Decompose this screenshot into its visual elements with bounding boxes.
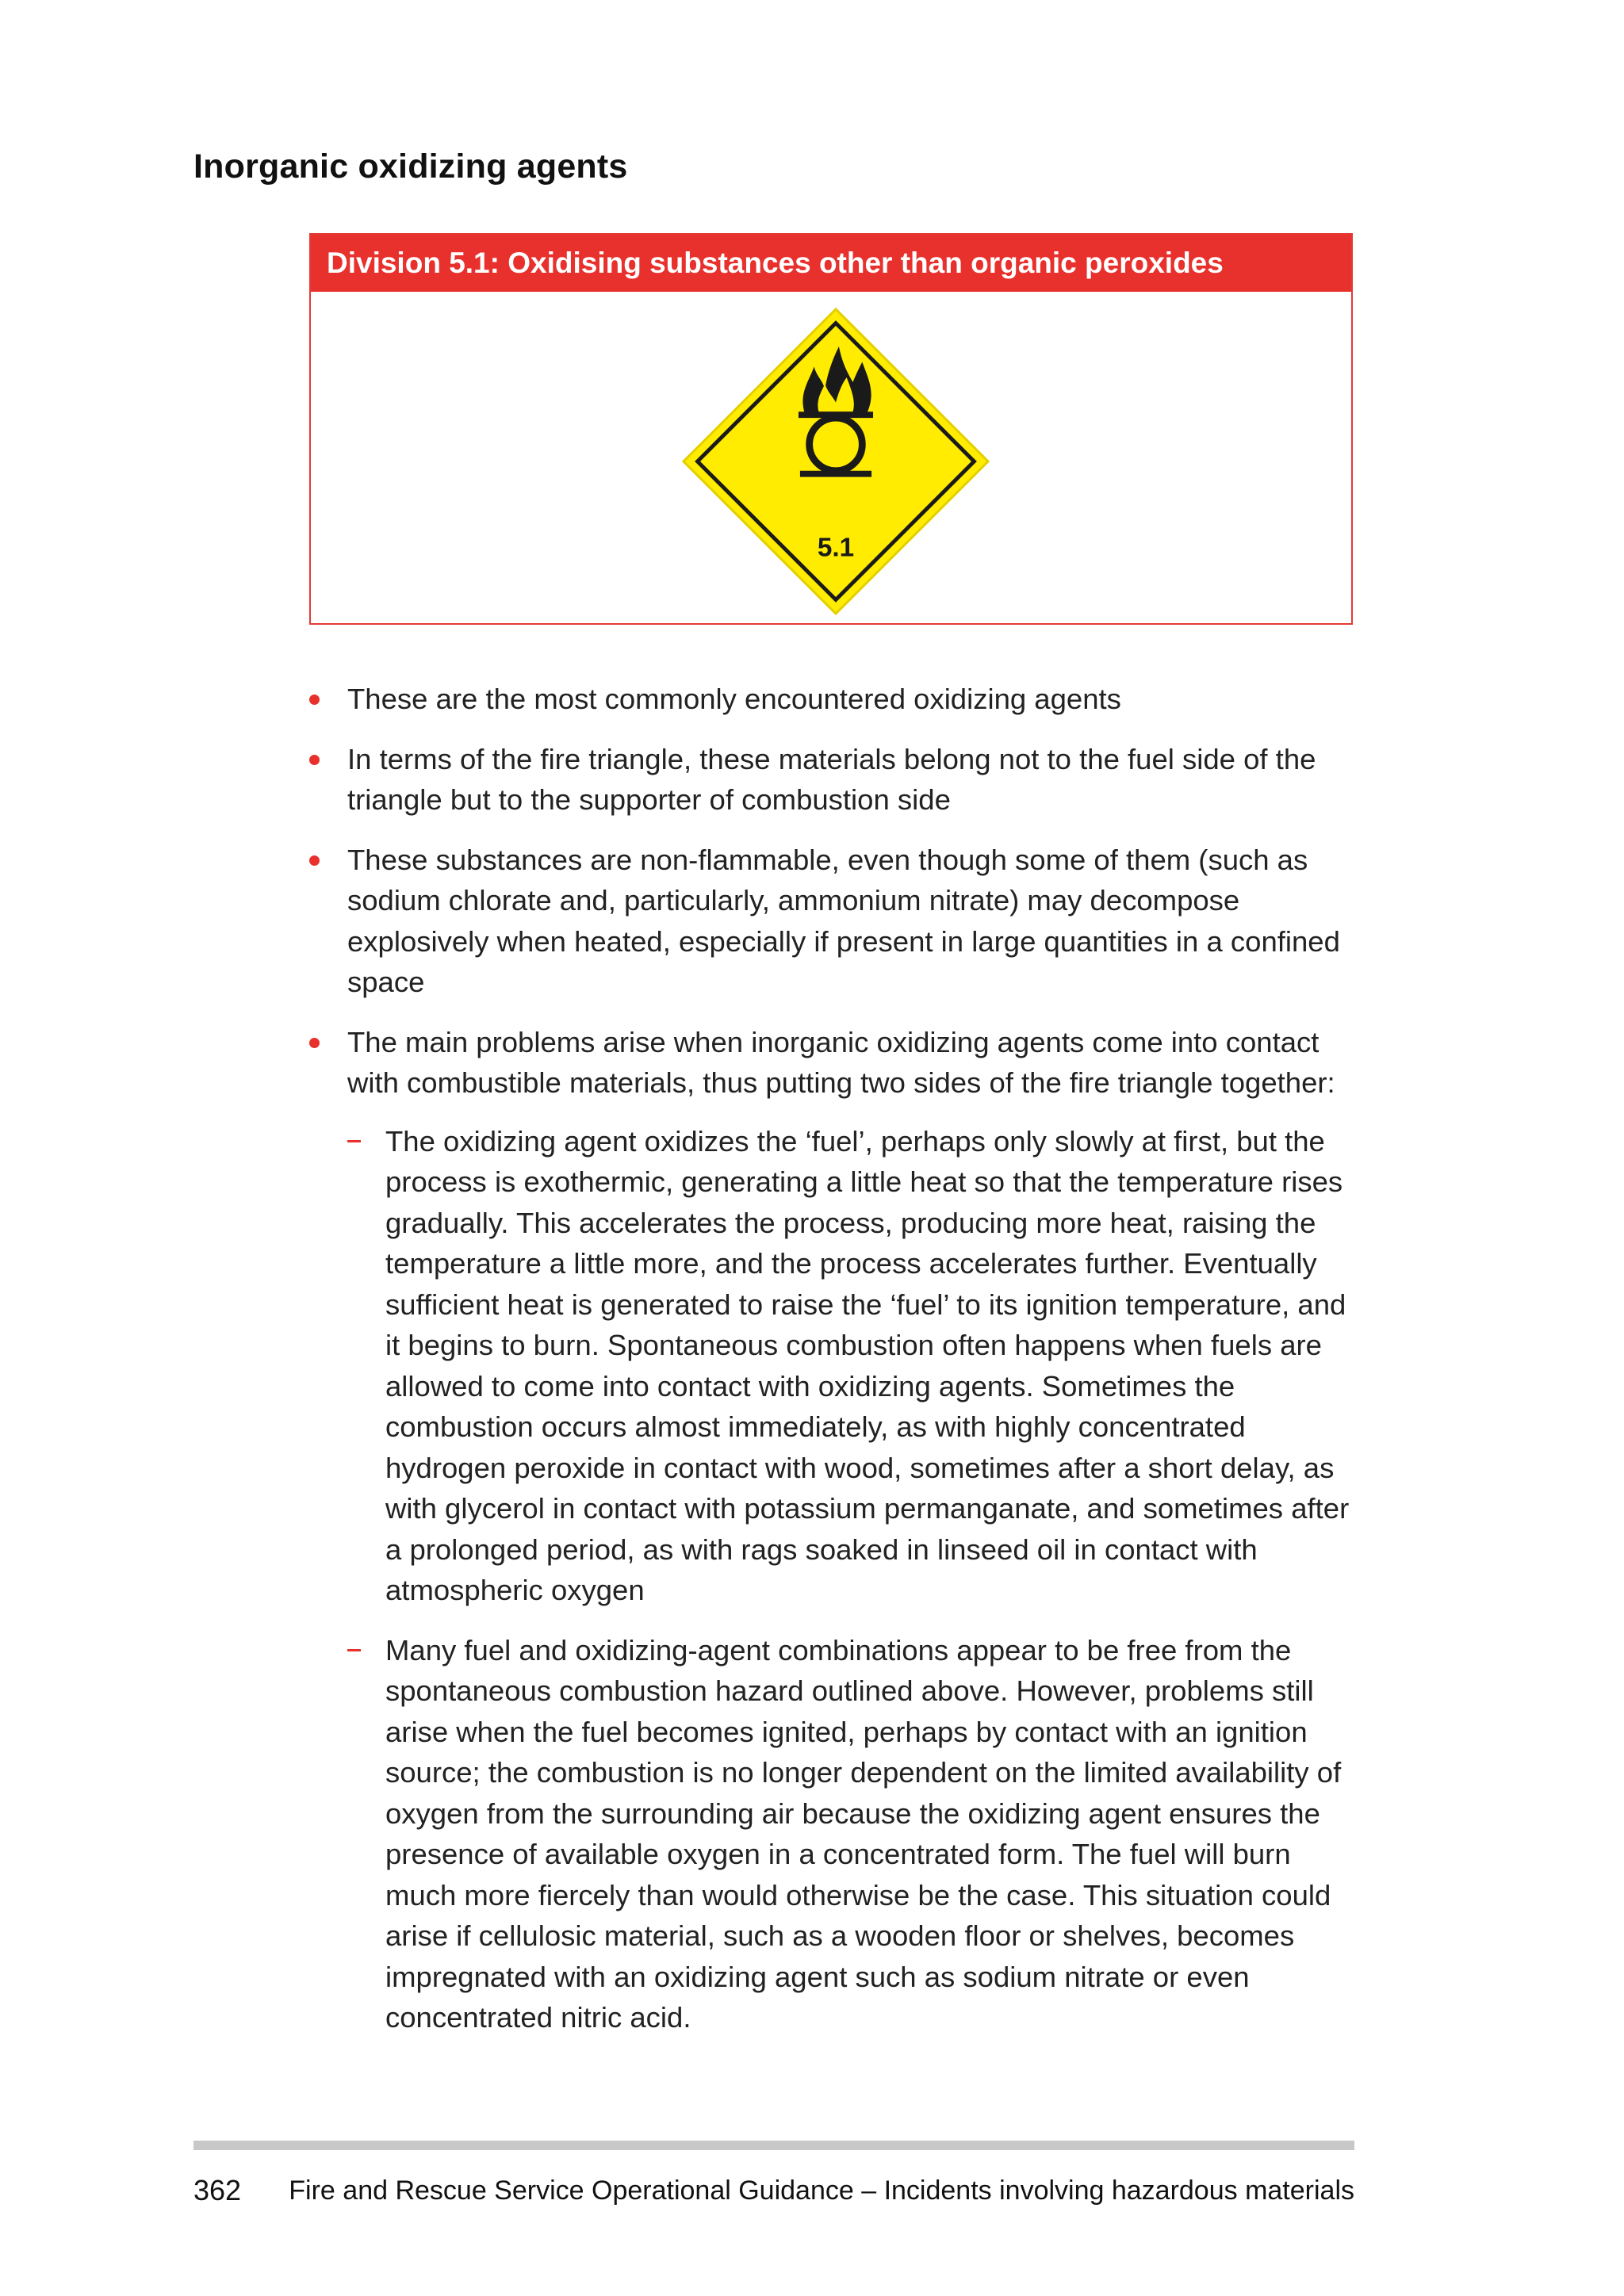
list-item — [309, 1022, 1364, 2038]
bullet-icon — [309, 695, 320, 705]
bullet-icon — [309, 1038, 320, 1048]
list-item — [309, 739, 1364, 821]
list-item — [309, 679, 1364, 720]
division-header: Division 5.1: Oxidising substances other than organic peroxides — [311, 235, 1351, 292]
ground-bar — [800, 471, 871, 477]
list-item-text: These are the most commonly encountered oxidizing agents — [347, 683, 1121, 715]
bullet-icon — [309, 855, 320, 866]
page-title: Inorganic oxidizing agents — [193, 147, 628, 186]
main-content — [309, 679, 1364, 2057]
division-body — [311, 292, 1351, 625]
bullet-icon — [309, 755, 320, 765]
sub-list-item — [347, 1630, 1364, 2038]
list-item-text: The main problems arise when inorganic oxidizing agents come into contact with combustible materials, thus putting two sides of the fire triangle together: — [347, 1025, 1335, 1099]
division-box — [309, 233, 1353, 625]
placard-number: 5.1 — [817, 533, 855, 563]
footer-divider — [193, 2141, 1354, 2150]
running-title: Fire and Rescue Service Operational Guidance – Incidents involving hazardous materials — [289, 2175, 1354, 2206]
list-item-text: These substances are non-flammable, even though some of them (such as sodium chlorate and, particularly, ammonium nitrate) may decompose explosively when heated, especially if present in large quantities in a confined space — [347, 843, 1340, 998]
sub-list-item-text: The oxidizing agent oxidizes the ‘fuel’, perhaps only slowly at first, but the process is exothermic, generating a little heat so that the temperature rises gradually. This accelerates the process, producing more heat, raising the temperature a little more, and the process accelerates further. Eventually sufficient heat is generated to raise the ‘fuel’ to its ignition temperature, and it begins to burn. Spontaneous combustion often happens when fuels are allowed to come into contact with oxidizing agents. Sometimes the combustion occurs almost immediately, as with highly concentrated hydrogen peroxide in contact with wood, sometimes after a short delay, as with glycerol in contact with potassium permanganate, and sometimes after a prolonged period, as with rags soaked in linseed oil in contact with atmospheric oxygen — [385, 1124, 1350, 1606]
oxidizer-placard-icon — [680, 306, 991, 617]
sub-bullet-list — [347, 1121, 1364, 2038]
page-number: 362 — [193, 2174, 242, 2206]
list-item — [309, 840, 1364, 1003]
bullet-list — [309, 679, 1364, 2038]
dash-icon — [347, 1140, 361, 1142]
sub-list-item — [347, 1121, 1364, 1611]
page-footer — [193, 2171, 1354, 2210]
sub-list-item-text: Many fuel and oxidizing-agent combinations appear to be free from the spontaneous combustion hazard outlined above. However, problems still arise when the fuel becomes ignited, perhaps by contact with an ignition source; the combustion is no longer dependent on the limited availability of oxygen from the surrounding air because the oxidizing agent ensures the presence of available oxygen in a concentrated form. The fuel will burn much more fiercely than would otherwise be the case. This situation could arise if cellulosic material, such as a wooden floor or shelves, becomes impregnated with an oxidizing agent such as sodium nitrate or even concentrated nitric acid. — [385, 1633, 1342, 2034]
dash-icon — [347, 1649, 361, 1651]
list-item-text: In terms of the fire triangle, these materials belong not to the fuel side of the triangle but to the supporter of combustion side — [347, 742, 1316, 816]
